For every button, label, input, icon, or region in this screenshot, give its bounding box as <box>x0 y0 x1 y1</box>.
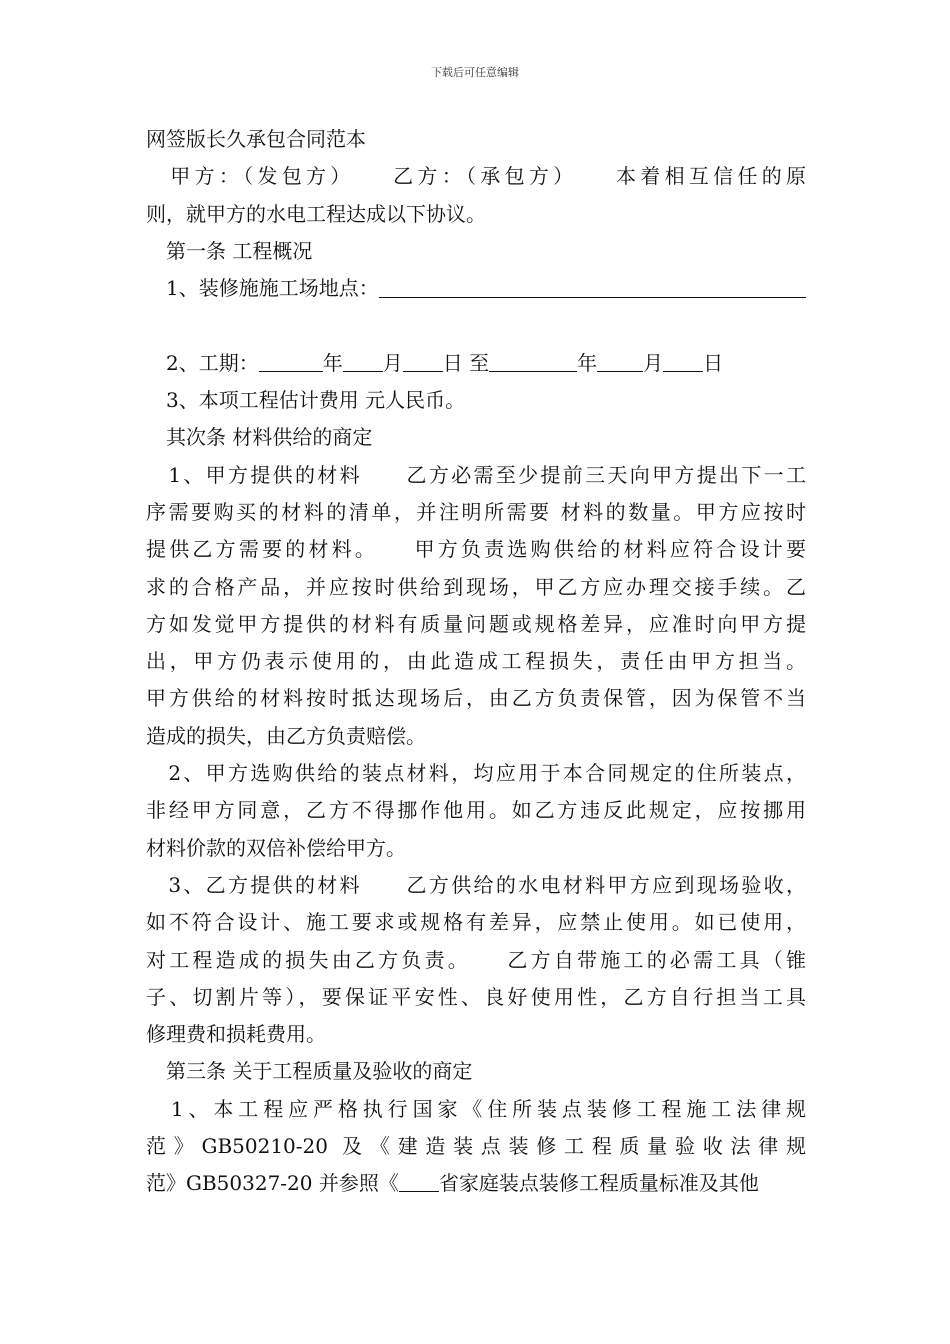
paragraph-line: 如不符合设计、施工要求或规格有差异，应禁止使用。如已使用， <box>146 910 806 935</box>
month2-label: 月 <box>643 350 664 375</box>
paragraph-line: 方如发觉甲方提供的材料有质量问题或规格差异，应准时向甲方提 <box>146 611 806 636</box>
month-blank <box>343 347 383 372</box>
site-location-row <box>146 270 806 307</box>
paragraph-line: 2、甲方选购供给的装点材料，均应用于本合同规定的住所装点， <box>146 761 806 786</box>
document-title: 网签版长久承包合同范本 <box>146 127 366 151</box>
article-2-heading: 其次条 材料供给的商定 <box>146 425 373 450</box>
year-blank <box>259 347 323 372</box>
paragraph-line: 3、乙方提供的材料 乙方供给的水电材料甲方应到现场验收， <box>146 872 806 897</box>
paragraph-line: 求的合格产品，并应按时供给到现场，甲乙方应办理交接手续。乙 <box>146 574 806 599</box>
month-label: 月 <box>382 350 403 375</box>
paragraph-line: 1、本工程应严格执行国家《住所装点装修工程施工法律规 <box>146 1096 806 1121</box>
year2-blank <box>489 347 577 372</box>
paragraph-line: 造成的损失，由乙方负责赔偿。 <box>146 723 426 748</box>
standard-ref-prefix: 范》GB50327-20 并参照《 <box>146 1171 399 1196</box>
period-row <box>146 345 806 382</box>
intro-line-1: 甲方：（发包方） 乙方：（承包方） 本着相互信任的原 <box>146 164 806 189</box>
period-label: 2、工期： <box>146 350 259 375</box>
paragraph-line: 出，甲方仍表示使用的，由此造成工程损失，责任由甲方担当。 <box>146 649 806 674</box>
paragraph-line: 序需要购买的材料的清单，并注明所需要 材料的数量。甲方应按时 <box>146 499 806 524</box>
standard-ref-suffix: 省家庭装点装修工程质量标准及其他 <box>438 1171 759 1196</box>
year2-label: 年 <box>577 350 598 375</box>
paragraph-line: 材料价款的双倍补偿给甲方。 <box>146 835 406 860</box>
site-location-blank <box>379 275 806 298</box>
day-blank <box>403 347 443 372</box>
paragraph-line: 子、切割片等），要保证平安性、良好使用性，乙方自行担当工具 <box>146 984 806 1009</box>
paragraph-line: 修理费和损耗费用。 <box>146 1022 326 1047</box>
year-label: 年 <box>322 350 343 375</box>
site-location-label: 1、装修施施工场地点： <box>146 276 379 301</box>
paragraph-line: 范》GB50210-20 及《建造装点装修工程质量验收法律规 <box>146 1134 806 1159</box>
article-1-heading: 第一条 工程概况 <box>146 238 313 263</box>
cost-line: 3、本项工程估计费用 元人民币。 <box>146 388 466 413</box>
site-location-continuation <box>146 307 806 344</box>
article-3-heading: 第三条 关于工程质量及验收的商定 <box>146 1059 473 1084</box>
paragraph-line: 非经甲方同意，乙方不得挪作他用。如乙方违反此规定，应按挪用 <box>146 798 806 823</box>
paragraph-line-with-blank <box>146 1165 806 1202</box>
contract-body <box>146 121 806 1203</box>
day2-blank <box>663 347 703 372</box>
paragraph-line: 对工程造成的损失由乙方负责。 乙方自带施工的必需工具（锥 <box>146 947 806 972</box>
intro-line-2: 则，就甲方的水电工程达成以下协议。 <box>146 201 486 226</box>
paragraph-line: 甲方供给的材料按时抵达现场后，由乙方负责保管，因为保管不当 <box>146 686 806 711</box>
page-header: 下载后可任意编辑 <box>431 66 519 79</box>
month2-blank <box>597 347 643 372</box>
day-to-label: 日 至 <box>442 350 490 375</box>
province-blank <box>399 1167 439 1192</box>
paragraph-line: 1、甲方提供的材料 乙方必需至少提前三天向甲方提出下一工 <box>146 462 806 487</box>
paragraph-line: 提供乙方需要的材料。 甲方负责选购供给的材料应符合设计要 <box>146 537 806 562</box>
day2-label: 日 <box>703 350 724 375</box>
